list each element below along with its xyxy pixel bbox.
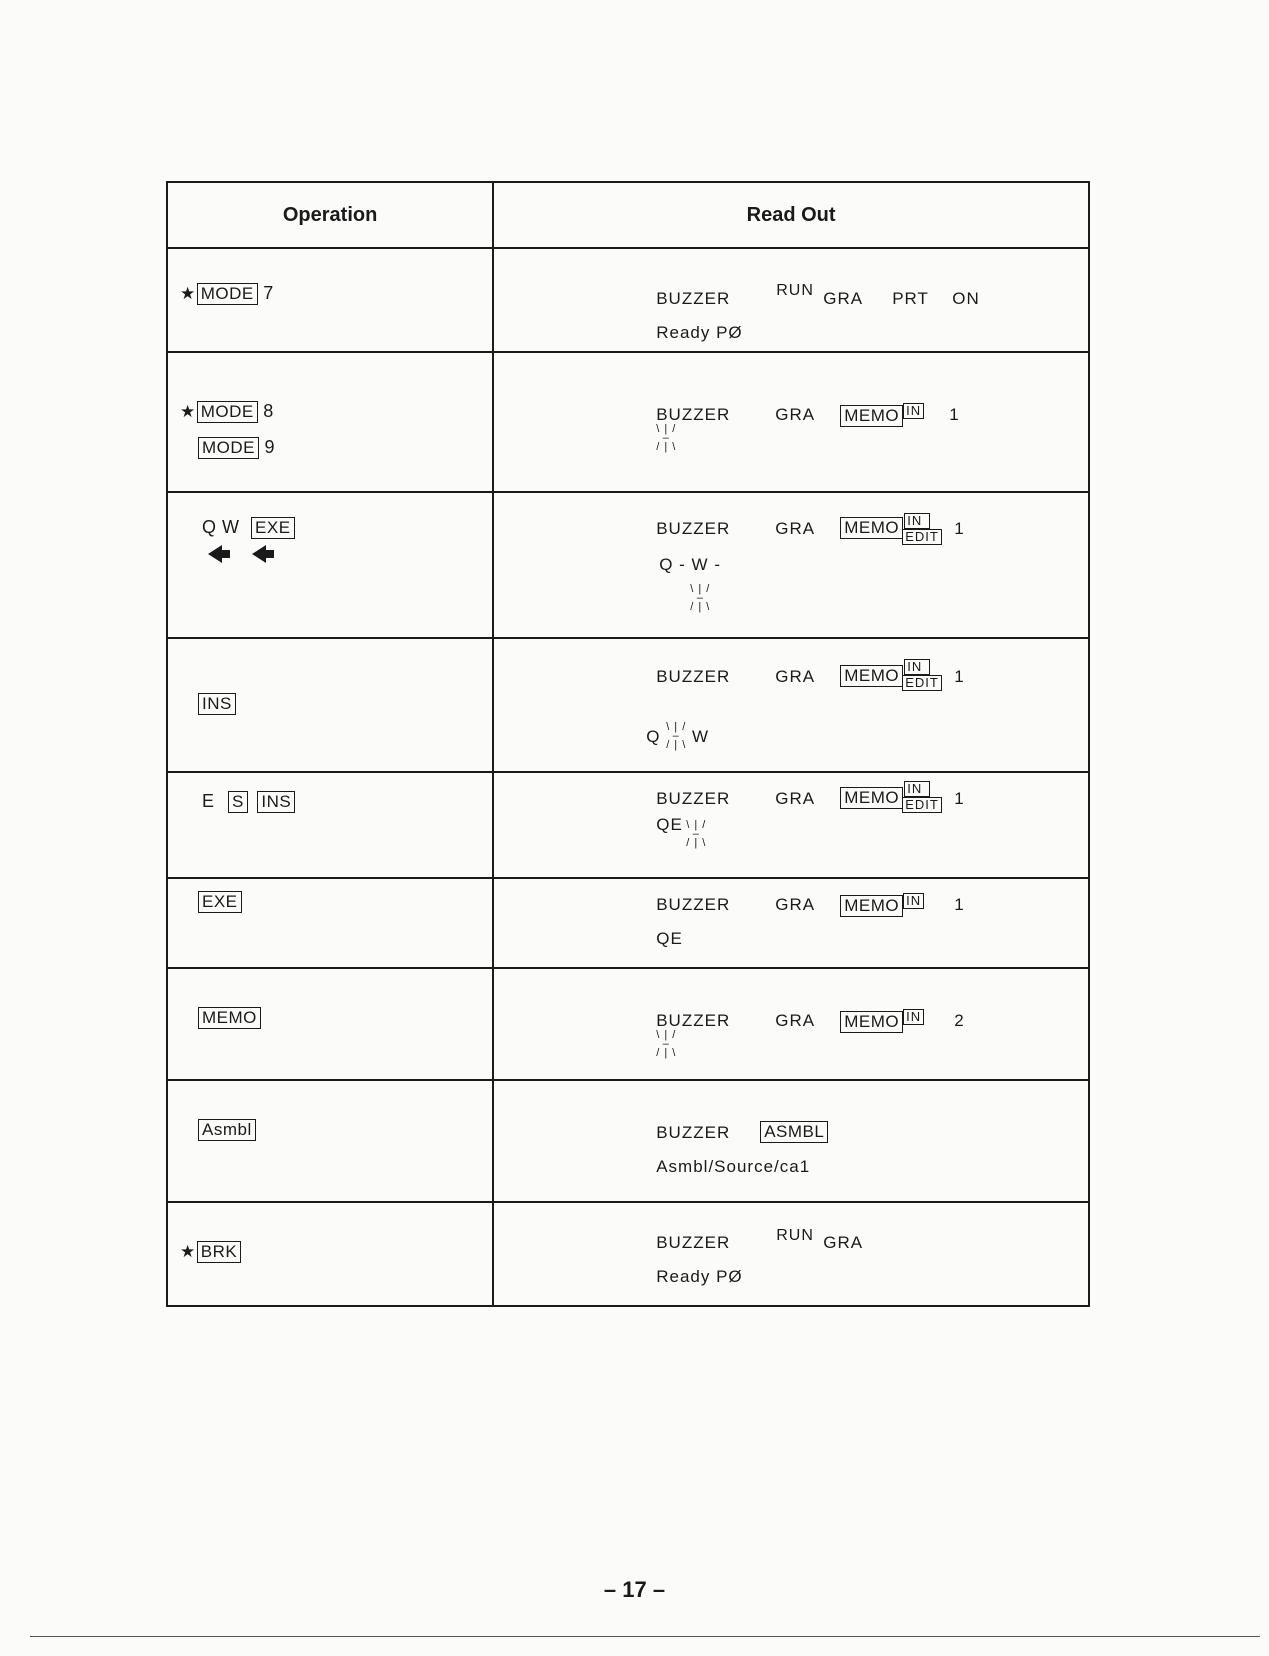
blinking-cursor-icon: \ | / – / | \ [656, 423, 677, 453]
memo-number: 1 [949, 405, 960, 424]
blinking-cursor-icon: \ | / – / | \ [656, 1029, 677, 1059]
indicator-buzzer: BUZZER [656, 1123, 731, 1142]
readout-cell [493, 492, 1089, 638]
readout-cell [493, 352, 1089, 492]
operation-cell [167, 248, 493, 352]
operation-cell [167, 352, 493, 492]
indicator-memo: MEMO [840, 1011, 903, 1033]
key-ins: INS [257, 791, 295, 813]
memo-number: 1 [954, 519, 965, 538]
display-char: Q [646, 727, 661, 746]
indicator-in: IN [904, 513, 930, 529]
key-digit: 7 [263, 283, 274, 303]
display-char: W [692, 727, 710, 746]
indicator-buzzer: BUZZER [656, 1233, 731, 1252]
star-marker: ★ [180, 284, 196, 303]
indicator-memo: MEMO [840, 405, 903, 427]
memo-number: 1 [954, 895, 965, 914]
key-brk: BRK [197, 1241, 241, 1263]
page-number: – 17 – [603, 1577, 666, 1602]
header-operation: Operation [167, 182, 493, 248]
table-row [167, 878, 1089, 968]
readout-cell [493, 878, 1089, 968]
key-digit: 8 [263, 401, 274, 421]
header-readout: Read Out [493, 182, 1089, 248]
key-mode: MODE [197, 401, 258, 423]
blinking-cursor-icon: \ | / – / | \ [666, 721, 687, 751]
indicator-in: IN [903, 893, 924, 909]
key-digit: 9 [264, 437, 276, 457]
key-letters: Q W [202, 517, 240, 537]
operation-cell [167, 968, 493, 1080]
operation-cell [167, 638, 493, 772]
memo-number: 1 [954, 789, 965, 808]
indicator-memo: MEMO [840, 517, 903, 539]
operation-cell [167, 1080, 493, 1202]
memo-number: 1 [954, 667, 965, 686]
indicator-run: RUN [776, 1227, 814, 1244]
bottom-divider [30, 1636, 1260, 1637]
key-memo: MEMO [198, 1007, 261, 1029]
indicator-prt: PRT [892, 289, 929, 308]
memo-number: 2 [954, 1011, 965, 1030]
left-arrow-icon [208, 545, 222, 563]
indicator-buzzer: BUZZER [656, 405, 731, 424]
display-line: Ready PØ [656, 1267, 743, 1286]
table-row [167, 352, 1089, 492]
indicator-gra: GRA [775, 519, 816, 538]
indicator-buzzer: BUZZER [656, 667, 731, 686]
indicator-in: IN [903, 403, 924, 419]
indicator-gra: GRA [823, 1233, 864, 1252]
key-ins: INS [198, 693, 236, 715]
operation-cell [167, 878, 493, 968]
indicator-buzzer: BUZZER [656, 289, 731, 308]
display-line: Ready PØ [656, 323, 743, 342]
operation-readout-table [166, 181, 1090, 1307]
readout-cell [493, 772, 1089, 878]
table-row [167, 248, 1089, 352]
readout-cell [493, 968, 1089, 1080]
indicator-gra: GRA [775, 667, 816, 686]
indicator-gra: GRA [775, 895, 816, 914]
star-marker: ★ [180, 402, 196, 421]
indicator-memo: MEMO [840, 895, 903, 917]
table-row [167, 638, 1089, 772]
display-line: Q - W - [659, 555, 721, 574]
key-s: S [228, 791, 248, 813]
indicator-asmbl: ASMBL [760, 1121, 828, 1143]
table-row [167, 1202, 1089, 1306]
indicator-in: IN [904, 781, 930, 797]
left-arrow-icon [252, 545, 266, 563]
operation-cell [167, 1202, 493, 1306]
indicator-in: IN [903, 1009, 924, 1025]
display-line: Asmbl/Source/ca1 [656, 1157, 811, 1176]
indicator-gra: GRA [823, 289, 864, 308]
key-exe: EXE [198, 891, 242, 913]
display-line: QE [656, 929, 683, 948]
indicator-edit: EDIT [902, 797, 942, 813]
readout-cell [493, 1202, 1089, 1306]
table-row [167, 492, 1089, 638]
indicator-run: RUN [776, 282, 814, 299]
readout-cell [493, 638, 1089, 772]
key-mode: MODE [197, 283, 258, 305]
indicator-buzzer: BUZZER [656, 1011, 731, 1030]
indicator-buzzer: BUZZER [656, 789, 731, 808]
table-row [167, 772, 1089, 878]
key-mode: MODE [198, 437, 259, 459]
display-line: QE [656, 815, 683, 834]
readout-cell [493, 1080, 1089, 1202]
operation-cell [167, 772, 493, 878]
indicator-on: ON [952, 289, 980, 308]
indicator-memo: MEMO [840, 665, 903, 687]
indicator-gra: GRA [775, 789, 816, 808]
indicator-edit: EDIT [902, 675, 942, 691]
backspace-arrows [208, 545, 280, 568]
star-marker: ★ [180, 1242, 196, 1261]
blinking-cursor-icon: \ | / – / | \ [690, 583, 711, 613]
table-row [167, 968, 1089, 1080]
blinking-cursor-icon: \ | / – / | \ [686, 819, 707, 849]
indicator-memo: MEMO [840, 787, 903, 809]
table-header-row [167, 182, 1089, 248]
key-letter: E [202, 791, 215, 811]
indicator-buzzer: BUZZER [656, 895, 731, 914]
key-asmbl: Asmbl [198, 1119, 256, 1141]
indicator-in: IN [904, 659, 930, 675]
indicator-gra: GRA [775, 1011, 816, 1030]
table-row [167, 1080, 1089, 1202]
readout-cell [493, 248, 1089, 352]
indicator-buzzer: BUZZER [656, 519, 731, 538]
operation-cell [167, 492, 493, 638]
indicator-edit: EDIT [902, 529, 942, 545]
indicator-gra: GRA [775, 405, 816, 424]
key-exe: EXE [251, 517, 295, 539]
